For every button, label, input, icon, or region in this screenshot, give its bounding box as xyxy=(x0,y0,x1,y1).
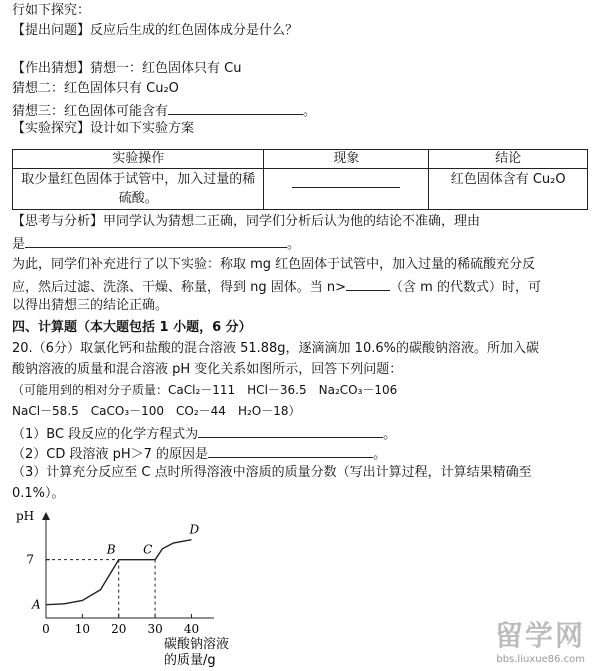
x-axis-label-line2: 的质量/g xyxy=(164,653,216,668)
question-3: （3）计算充分反应至 C 点时所得溶液中溶质的质量分数（写出计算过程，计算结果精确至 xyxy=(12,465,532,480)
answer-blank[interactable] xyxy=(208,443,373,458)
molar-mass-line: （可能用到的相对分子质量：CaCl₂－111 HCl－36.5 Na₂CO₃－106 xyxy=(12,383,398,397)
table-row xyxy=(13,169,588,210)
watermark-logo: 留学网 xyxy=(494,619,585,652)
hypothesis-3 xyxy=(12,100,316,121)
supplement-text-2 xyxy=(12,276,541,297)
period: 。 xyxy=(383,427,397,442)
question-2-text: （2）CD 段溶液 pH＞7 的原因是 xyxy=(12,447,209,462)
molar-mass-line: NaCl－58.5 CaCO₃－100 CO₂－44 H₂O－18） xyxy=(12,404,301,418)
hypothesis-2: 猜想二：红色固体只有 Cu₂O xyxy=(12,81,179,96)
supplement-text-3: 以得出猜想三的结论正确。 xyxy=(12,298,169,313)
text-line: 行如下探究： xyxy=(12,3,91,18)
question-1-text: （1）BC 段反应的化学方程式为 xyxy=(12,427,199,442)
answer-blank[interactable] xyxy=(198,423,383,438)
chart-ticks xyxy=(26,553,199,636)
watermark xyxy=(495,614,585,665)
table-cell-conclusion: 红色固体含有 Cu₂O xyxy=(429,169,588,210)
x-tick-label: 20 xyxy=(111,622,127,636)
period: 。 xyxy=(287,237,301,252)
y-axis-label: pH xyxy=(16,509,35,523)
hypothesis-1: 【作出猜想】猜想一：红色固体只有 Cu xyxy=(12,61,242,76)
point-label: D xyxy=(189,522,200,537)
analysis-text: 【思考与分析】甲同学认为猜想二正确，同学们分析后认为他的结论不准确，理由 xyxy=(12,214,481,229)
problem-text: 20.（6分）取氯化钙和盐酸的混合溶液 51.88g，逐滴滴加 10.6%的碳酸钠溶液。所加入碳 xyxy=(12,341,539,356)
answer-blank[interactable] xyxy=(292,173,400,188)
table-header: 结论 xyxy=(429,150,588,169)
point-label: A xyxy=(32,597,41,612)
x-tick-label: 30 xyxy=(147,622,163,636)
y-tick-label: 7 xyxy=(26,552,34,567)
supplement-part: 应，然后过滤、洗涤、干燥、称量，得到 ng 固体。当 n> xyxy=(12,280,347,295)
x-tick-label: 0 xyxy=(42,622,50,636)
experiment-heading: 【实验探究】设计如下实验方案 xyxy=(12,121,195,136)
table-cell-operation: 取少量红色固体于试管中，加入过量的稀硫酸。 xyxy=(13,169,264,210)
supplement-text: 为此，同学们补充进行了以下实验：称取 mg 红色固体于试管中，加入过量的稀硫酸充分反 xyxy=(12,257,536,272)
answer-blank[interactable] xyxy=(346,276,390,291)
point-label: C xyxy=(143,542,153,557)
x-axis-label-line1: 碳酸钠溶液 xyxy=(164,637,230,652)
period: 。 xyxy=(373,447,387,462)
question-heading: 【提出问题】反应后生成的红色固体成分是什么？ xyxy=(12,23,299,38)
section-heading: 四、计算题（本大题包括 1 小题，6 分） xyxy=(12,320,252,335)
period: 。 xyxy=(303,104,317,119)
question-3-tail: 0.1%）。 xyxy=(12,486,65,501)
table-cell-phenomenon xyxy=(264,169,429,210)
answer-blank[interactable] xyxy=(25,233,287,248)
hypothesis-3-text: 猜想三：红色固体可能含有 xyxy=(12,104,169,119)
question-1 xyxy=(12,423,396,444)
reason-label: 是 xyxy=(12,237,26,252)
point-label: B xyxy=(106,542,116,557)
table-header: 实验操作 xyxy=(13,150,264,169)
analysis-reason xyxy=(12,233,300,254)
answer-blank[interactable] xyxy=(168,100,303,115)
ph-chart xyxy=(12,508,242,668)
watermark-url: bbs.liuxue86.com xyxy=(496,654,585,665)
problem-text: 酸钠溶液的质量和混合溶液 pH 变化关系如图所示，回答下列问题： xyxy=(12,362,403,377)
experiment-table xyxy=(12,149,588,210)
supplement-part: （含 m 的代数式）时，可 xyxy=(390,280,541,295)
table-header-row xyxy=(13,150,588,169)
table-header: 现象 xyxy=(264,150,429,169)
x-tick-label: 40 xyxy=(183,622,200,636)
question-2 xyxy=(12,443,386,464)
x-tick-label: 10 xyxy=(74,622,91,636)
point-labels xyxy=(31,523,199,612)
